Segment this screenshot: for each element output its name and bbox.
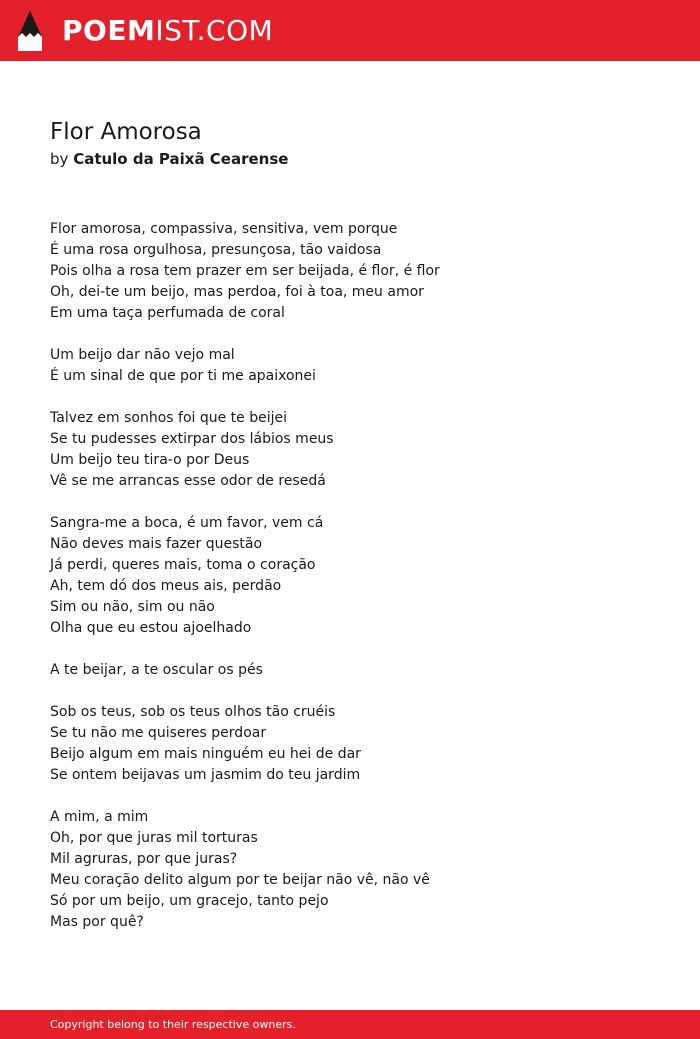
poem-line: Um beijo dar não vejo mal: [50, 347, 235, 363]
poem-stanza: [50, 513, 670, 639]
poem-line: A te beijar, a te oscular os pés: [50, 662, 263, 678]
poem-line: É um sinal de que por ti me apaixonei: [50, 368, 316, 384]
poem-line: Se ontem beijavas um jasmim do teu jardim: [50, 767, 361, 783]
poem-stanza: [50, 219, 670, 324]
poem-line: Mas por quê?: [50, 914, 144, 930]
poem-line: Mil agruras, por que juras?: [50, 851, 238, 867]
poem-stanza: [50, 408, 670, 492]
pencil-tip-icon: [17, 10, 43, 52]
site-footer: [0, 1010, 700, 1039]
poem-stanza: [50, 660, 670, 681]
poem-line: Sob os teus, sob os teus olhos tão cruéis: [50, 704, 336, 720]
poem-line: Oh, dei-te um beijo, mas perdoa, foi à toa, meu amor: [50, 284, 424, 300]
site-logo[interactable]: [62, 11, 273, 51]
poem-stanza: [50, 807, 670, 933]
poem-line: É uma rosa orgulhosa, presunçosa, tão vaidosa: [50, 242, 382, 258]
poem-byline: [50, 149, 288, 169]
poem-line: Talvez em sonhos foi que te beijei: [50, 410, 288, 426]
poem-line: Flor amorosa, compassiva, sensitiva, vem porque: [50, 221, 398, 237]
poem-stanza: [50, 702, 670, 786]
poem-line: Só por um beijo, um gracejo, tanto pejo: [50, 893, 329, 909]
poem-line: Já perdi, queres mais, toma o coração: [50, 557, 316, 573]
poem-line: Meu coração delito algum por te beijar não vê, não vê: [50, 872, 430, 888]
poem-line: Se tu não me quiseres perdoar: [50, 725, 267, 741]
poem-author: Catulo da Paixã Cearense: [73, 150, 289, 168]
poem-line: Um beijo teu tira-o por Deus: [50, 452, 250, 468]
poem-stanza: [50, 345, 670, 387]
poem-line: A mim, a mim: [50, 809, 149, 825]
poem-line: Em uma taça perfumada de coral: [50, 305, 285, 321]
poem-title: Flor Amorosa: [50, 119, 202, 145]
poem-line: Sim ou não, sim ou não: [50, 599, 215, 615]
poem-line: Beijo algum em mais ninguém eu hei de dar: [50, 746, 361, 762]
poem-line: Oh, por que juras mil torturas: [50, 830, 258, 846]
brand-bold: POEM: [62, 14, 156, 47]
poem-line: Vê se me arrancas esse odor de resedá: [50, 473, 326, 489]
poem-line: Se tu pudesses extirpar dos lábios meus: [50, 431, 334, 447]
brand-light: IST.COM: [155, 14, 274, 47]
poem-line: Sangra-me a boca, é um favor, vem cá: [50, 515, 324, 531]
poem-body: [50, 219, 670, 933]
by-label: by: [50, 150, 69, 168]
poem-line: Ah, tem dó dos meus ais, perdão: [50, 578, 282, 594]
poem-line: Não deves mais fazer questão: [50, 536, 263, 552]
poem-line: Olha que eu estou ajoelhado: [50, 620, 252, 636]
copyright-notice: Copyright belong to their respective owners.: [50, 1018, 296, 1031]
poem-line: Pois olha a rosa tem prazer em ser beijada, é flor, é flor: [50, 263, 440, 279]
site-header: [0, 0, 700, 61]
